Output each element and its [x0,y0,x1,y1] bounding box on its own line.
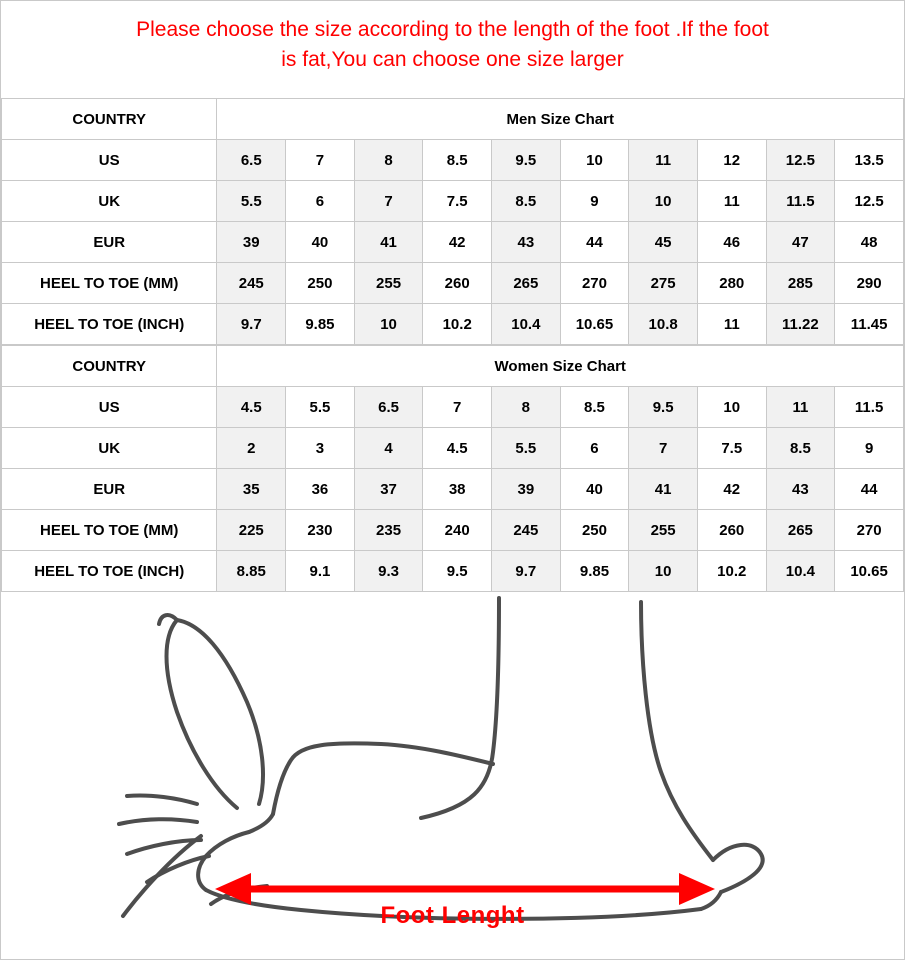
table-row [2,263,904,304]
men-table-body [2,99,904,345]
table-cell: 9.7 [492,551,561,592]
table-cell: 7 [354,181,423,222]
table-cell: 290 [835,263,904,304]
country-header: COUNTRY [2,346,217,387]
table-cell: 10.4 [492,304,561,345]
table-cell: 39 [492,469,561,510]
table-cell: 260 [423,263,492,304]
table-cell: 47 [766,222,835,263]
row-label: UK [2,428,217,469]
row-label: EUR [2,222,217,263]
table-cell: 9.5 [629,387,698,428]
table-cell: 41 [629,469,698,510]
table-cell: 3 [286,428,355,469]
table-cell: 36 [286,469,355,510]
row-label: HEEL TO TOE (MM) [2,510,217,551]
table-cell: 44 [560,222,629,263]
table-cell: 10 [560,140,629,181]
table-cell: 255 [629,510,698,551]
table-cell: 40 [560,469,629,510]
table-cell: 40 [286,222,355,263]
chart-title: Men Size Chart [217,99,904,140]
table-cell: 4.5 [217,387,286,428]
table-cell: 10 [629,551,698,592]
table-cell: 270 [835,510,904,551]
table-cell: 9.85 [560,551,629,592]
table-cell: 270 [560,263,629,304]
table-cell: 8 [492,387,561,428]
table-cell: 5.5 [217,181,286,222]
table-cell: 12.5 [766,140,835,181]
table-cell: 11 [697,181,766,222]
table-cell: 9.1 [286,551,355,592]
table-cell: 11.45 [835,304,904,345]
table-cell: 37 [354,469,423,510]
table-cell: 7.5 [423,181,492,222]
notice-line-1: Please choose the size according to the length of the foot .If the foot [136,18,769,41]
table-row [2,551,904,592]
table-cell: 42 [423,222,492,263]
table-cell: 280 [697,263,766,304]
size-notice [1,1,904,98]
table-cell: 5.5 [286,387,355,428]
table-cell: 6.5 [217,140,286,181]
table-cell: 8.5 [560,387,629,428]
country-header: COUNTRY [2,99,217,140]
table-cell: 9.3 [354,551,423,592]
table-cell: 235 [354,510,423,551]
foot-length-arrow [215,873,715,905]
table-cell: 10 [354,304,423,345]
table-cell: 44 [835,469,904,510]
table-cell: 11 [697,304,766,345]
table-cell: 7.5 [697,428,766,469]
table-cell: 11.22 [766,304,835,345]
women-size-table [1,345,904,592]
table-cell: 225 [217,510,286,551]
chart-title: Women Size Chart [217,346,904,387]
table-cell: 10 [697,387,766,428]
table-row [2,140,904,181]
table-cell: 10 [629,181,698,222]
table-cell: 39 [217,222,286,263]
men-size-table [1,98,904,345]
table-cell: 11 [766,387,835,428]
row-label: HEEL TO TOE (INCH) [2,551,217,592]
table-cell: 7 [423,387,492,428]
table-cell: 12.5 [835,181,904,222]
table-cell: 41 [354,222,423,263]
table-cell: 7 [286,140,355,181]
table-cell: 285 [766,263,835,304]
table-cell: 240 [423,510,492,551]
table-cell: 10.65 [560,304,629,345]
table-row [2,428,904,469]
table-cell: 8.5 [766,428,835,469]
table-cell: 250 [560,510,629,551]
table-cell: 245 [217,263,286,304]
table-cell: 48 [835,222,904,263]
table-cell: 265 [766,510,835,551]
table-cell: 4 [354,428,423,469]
table-cell: 230 [286,510,355,551]
notice-line-2: is fat,You can choose one size larger [281,48,624,71]
table-cell: 10.65 [835,551,904,592]
table-cell: 11 [629,140,698,181]
table-cell: 11.5 [835,387,904,428]
table-cell: 43 [766,469,835,510]
table-cell: 260 [697,510,766,551]
table-cell: 245 [492,510,561,551]
table-cell: 38 [423,469,492,510]
row-label: HEEL TO TOE (MM) [2,263,217,304]
table-row [2,304,904,345]
table-header-row [2,346,904,387]
table-cell: 275 [629,263,698,304]
table-cell: 8.5 [492,181,561,222]
table-cell: 2 [217,428,286,469]
row-label: US [2,387,217,428]
table-header-row [2,99,904,140]
table-cell: 9.5 [423,551,492,592]
table-cell: 6 [560,428,629,469]
table-cell: 8 [354,140,423,181]
row-label: EUR [2,469,217,510]
table-cell: 255 [354,263,423,304]
table-cell: 10.2 [423,304,492,345]
table-cell: 250 [286,263,355,304]
table-cell: 13.5 [835,140,904,181]
table-row [2,510,904,551]
women-table-body [2,346,904,592]
row-label: UK [2,181,217,222]
table-cell: 10.2 [697,551,766,592]
table-cell: 11.5 [766,181,835,222]
table-cell: 9 [835,428,904,469]
table-cell: 9.85 [286,304,355,345]
table-cell: 46 [697,222,766,263]
table-cell: 8.85 [217,551,286,592]
table-cell: 9.7 [217,304,286,345]
row-label: HEEL TO TOE (INCH) [2,304,217,345]
table-cell: 4.5 [423,428,492,469]
foot-length-label: Foot Lenght [380,902,525,929]
table-cell: 43 [492,222,561,263]
table-cell: 9.5 [492,140,561,181]
table-row [2,387,904,428]
table-cell: 35 [217,469,286,510]
table-cell: 6.5 [354,387,423,428]
table-cell: 8.5 [423,140,492,181]
table-row [2,469,904,510]
table-cell: 7 [629,428,698,469]
foot-outline-svg [1,592,904,944]
table-cell: 10.4 [766,551,835,592]
table-cell: 265 [492,263,561,304]
table-cell: 10.8 [629,304,698,345]
table-cell: 6 [286,181,355,222]
table-cell: 42 [697,469,766,510]
table-cell: 9 [560,181,629,222]
table-cell: 5.5 [492,428,561,469]
table-cell: 45 [629,222,698,263]
table-row [2,222,904,263]
foot-length-diagram [1,592,904,944]
table-row [2,181,904,222]
table-cell: 12 [697,140,766,181]
row-label: US [2,140,217,181]
